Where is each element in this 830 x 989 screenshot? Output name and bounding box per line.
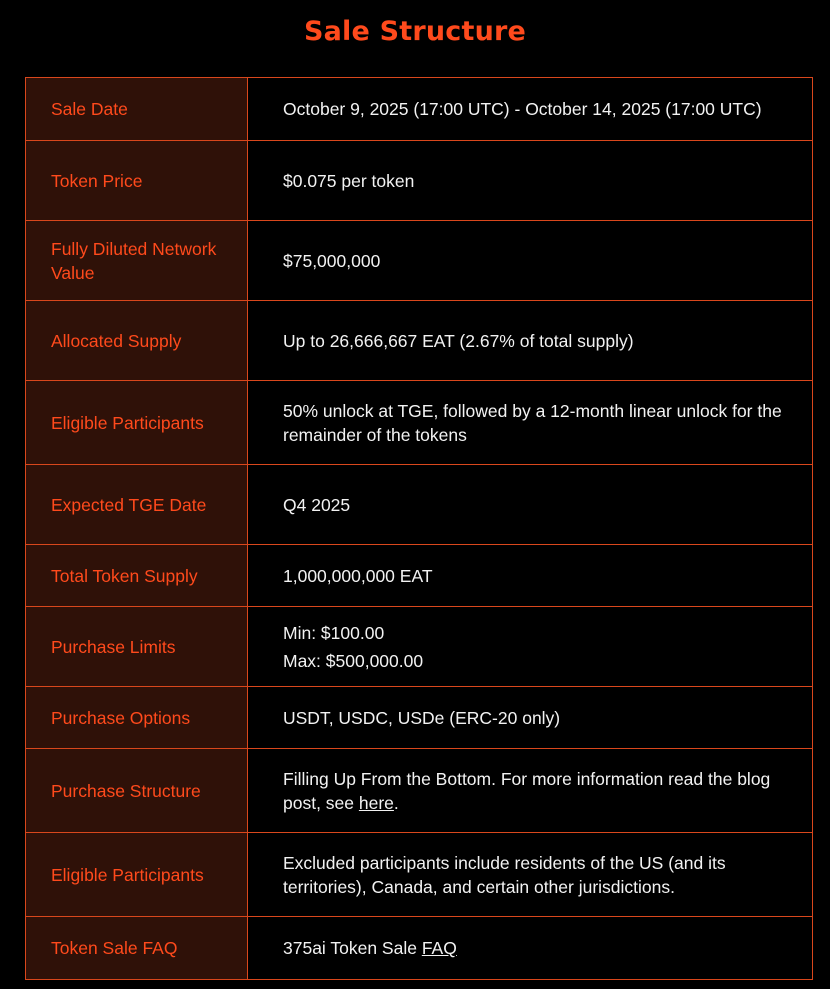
row-label: Token Price (26, 141, 248, 221)
token-sale-faq-text: 375ai Token Sale (283, 938, 422, 958)
purchase-limit-min: Min: $100.00 (283, 622, 385, 643)
row-value: 1,000,000,000 EAT (248, 545, 813, 607)
row-label: Token Sale FAQ (26, 917, 248, 980)
table-row-token-price (26, 141, 813, 221)
row-value: Q4 2025 (248, 465, 813, 545)
table-row-allocated-supply (26, 301, 813, 381)
row-value: USDT, USDC, USDe (ERC-20 only) (248, 687, 813, 749)
row-label: Purchase Structure (26, 749, 248, 833)
row-value: 50% unlock at TGE, followed by a 12-month linear unlock for the remainder of the tokens (248, 381, 813, 465)
purchase-limit-max: Max: $500,000.00 (283, 650, 424, 671)
page-title: Sale Structure (303, 16, 527, 47)
table-row-sale-date (26, 78, 813, 141)
row-value (248, 917, 813, 980)
row-label: Purchase Limits (26, 607, 248, 687)
row-label: Allocated Supply (26, 301, 248, 381)
table-row-total-token-supply (26, 545, 813, 607)
row-value: $75,000,000 (248, 221, 813, 301)
row-label: Expected TGE Date (26, 465, 248, 545)
row-label: Fully Diluted Network Value (26, 221, 248, 301)
table-row-purchase-options (26, 687, 813, 749)
purchase-structure-text: Filling Up From the Bottom. For more information read the blog post, see (283, 768, 771, 813)
row-label: Sale Date (26, 78, 248, 141)
row-value: Up to 26,666,667 EAT (2.67% of total supply) (248, 301, 813, 381)
row-value (248, 749, 813, 833)
row-value: Excluded participants include residents of the US (and its territories), Canada, and certain other jurisdictions. (248, 833, 813, 917)
row-value: October 9, 2025 (17:00 UTC) - October 14, 2025 (17:00 UTC) (248, 78, 813, 141)
table-row-purchase-structure (26, 749, 813, 833)
table-row-token-sale-faq (26, 917, 813, 980)
row-label: Total Token Supply (26, 545, 248, 607)
row-value: $0.075 per token (248, 141, 813, 221)
table-row-purchase-limits (26, 607, 813, 687)
table-row-fdv (26, 221, 813, 301)
sale-structure-table (25, 77, 813, 980)
purchase-structure-suffix: . (393, 792, 399, 813)
blog-post-link[interactable]: here (358, 792, 394, 813)
faq-link[interactable]: FAQ (421, 938, 457, 958)
table-row-eligible-participants-excluded (26, 833, 813, 917)
table-row-eligible-participants-unlock (26, 381, 813, 465)
row-label: Eligible Participants (26, 833, 248, 917)
table-row-expected-tge-date (26, 465, 813, 545)
row-label: Purchase Options (26, 687, 248, 749)
row-value (248, 607, 813, 687)
row-label: Eligible Participants (26, 381, 248, 465)
